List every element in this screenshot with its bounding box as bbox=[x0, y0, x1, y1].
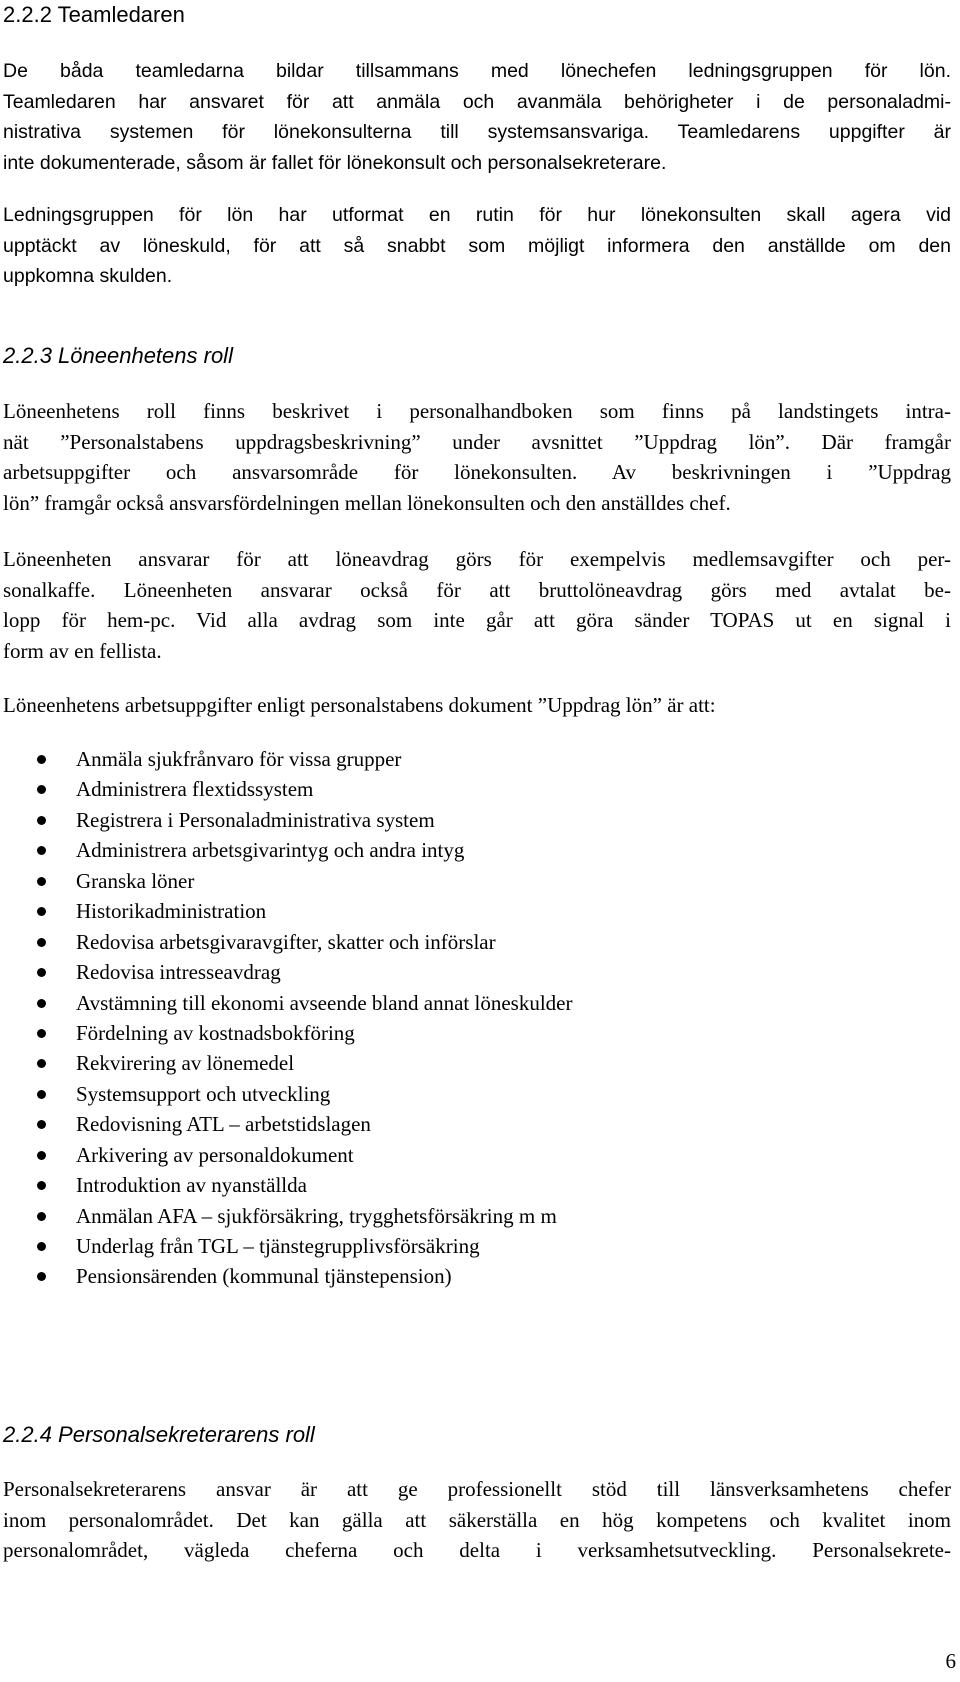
list-item bbox=[0, 866, 573, 896]
paragraph-teamledaren-ansvar bbox=[3, 56, 951, 178]
list-item-text: Historikadministration bbox=[76, 899, 267, 924]
list-item-text: Avstämning till ekonomi avseende bland annat löneskulder bbox=[76, 990, 573, 1015]
text-line: uppkomna skulden. bbox=[3, 265, 173, 287]
bullet-icon bbox=[37, 1272, 46, 1281]
text-line: inom personalområdet. Det kan gälla att säkerställa en hög kompetens och kvalitet inom bbox=[3, 1507, 951, 1532]
text-line: personalområdet, vägleda cheferna och delta i verksamhetsutveckling. Personalsekrete- bbox=[3, 1538, 951, 1562]
list-item-text: Redovisa intresseavdrag bbox=[76, 960, 281, 985]
list-item-text: Arkivering av personaldokument bbox=[76, 1142, 354, 1167]
bullet-icon bbox=[37, 816, 46, 825]
list-item bbox=[0, 744, 573, 774]
list-item bbox=[0, 1170, 573, 1200]
bullet-icon bbox=[37, 785, 46, 794]
list-item bbox=[0, 927, 573, 957]
list-item-text: Fördelning av kostnadsbokföring bbox=[76, 1020, 355, 1045]
bullet-icon bbox=[37, 1212, 46, 1221]
bullet-icon bbox=[37, 999, 46, 1008]
text-line: Löneenhetens arbetsuppgifter enligt personalstabens dokument ”Uppdrag lön” är att: bbox=[3, 693, 716, 717]
paragraph-personalsekreterarens-ansvar bbox=[3, 1474, 951, 1566]
text-line: lön” framgår också ansvarsfördelningen mellan lönekonsulten och den anställdes chef. bbox=[3, 490, 731, 515]
list-item bbox=[0, 805, 573, 835]
page-number: 6 bbox=[945, 1649, 956, 1673]
list-item bbox=[0, 957, 573, 987]
bullet-icon bbox=[37, 1242, 46, 1251]
bullet-icon bbox=[37, 938, 46, 947]
list-item bbox=[0, 988, 573, 1018]
bullet-icon bbox=[37, 907, 46, 916]
paragraph-loneenhetens-roll bbox=[3, 396, 951, 518]
heading-loneenhetens-roll: 2.2.3 Löneenhetens roll bbox=[3, 343, 233, 368]
list-item bbox=[0, 1079, 573, 1109]
bullet-icon bbox=[37, 1120, 46, 1129]
text-line: Löneenheten ansvarar för att löneavdrag görs för exempelvis medlemsavgifter och per- bbox=[3, 547, 951, 571]
bullet-icon bbox=[37, 1059, 46, 1068]
bullet-icon bbox=[37, 877, 46, 886]
list-item bbox=[0, 774, 573, 804]
list-item-text: Administrera arbetsgivarintyg och andra intyg bbox=[76, 838, 465, 863]
text-line: upptäckt av löneskuld, för att så snabbt som möjligt informera den anställde om den bbox=[3, 234, 951, 257]
heading-personalsekreterarens-roll: 2.2.4 Personalsekreterarens roll bbox=[3, 1422, 315, 1447]
bullet-icon bbox=[37, 968, 46, 977]
text-line: nistrativa systemen för lönekonsulterna till systemsansvariga. Teamledarens uppgifter är bbox=[3, 121, 951, 143]
list-item-text: Redovisning ATL – arbetstidslagen bbox=[76, 1112, 371, 1137]
list-item-text: Systemsupport och utveckling bbox=[76, 1081, 331, 1106]
list-item-text: Introduktion av nyanställda bbox=[76, 1173, 307, 1198]
list-item-text: Anmälan AFA – sjukförsäkring, trygghetsförsäkring m m bbox=[76, 1203, 557, 1228]
text-line: arbetsuppgifter och ansvarsområde för lönekonsulten. Av beskrivningen i ”Uppdrag bbox=[3, 460, 951, 484]
text-line: Personalsekreterarens ansvar är att ge professionellt stöd till länsverksamhetens chefer bbox=[3, 1477, 951, 1501]
text-line: nät ”Personalstabens uppdragsbeskrivning” under avsnittet ”Uppdrag lön”. Där framgår bbox=[3, 429, 951, 454]
task-list bbox=[0, 744, 573, 1292]
list-item bbox=[0, 835, 573, 865]
list-item-text: Pensionsärenden (kommunal tjänstepension) bbox=[76, 1264, 452, 1289]
list-item bbox=[0, 1231, 573, 1261]
list-item bbox=[0, 1201, 573, 1231]
list-item bbox=[0, 1261, 573, 1291]
bullet-icon bbox=[37, 1029, 46, 1038]
list-item-text: Anmäla sjukfrånvaro för vissa grupper bbox=[76, 747, 402, 771]
bullet-icon bbox=[37, 1151, 46, 1160]
list-item-text: Rekvirering av lönemedel bbox=[76, 1051, 295, 1076]
paragraph-ledningsgruppen-rutin bbox=[3, 200, 951, 292]
bullet-icon bbox=[37, 755, 46, 764]
text-line: Löneenhetens roll finns beskrivet i personalhandboken som finns på landstingets intra- bbox=[3, 399, 951, 423]
text-line: sonalkaffe. Löneenheten ansvarar också för att bruttolöneavdrag görs med avtalat be- bbox=[3, 577, 951, 602]
list-item-text: Granska löner bbox=[76, 868, 195, 893]
list-item bbox=[0, 1048, 573, 1078]
bullet-icon bbox=[37, 1181, 46, 1190]
text-line: Teamledaren har ansvaret för att anmäla och avanmäla behörigheter i de personaladmi- bbox=[3, 90, 951, 113]
list-item-text: Registrera i Personaladministrativa system bbox=[76, 807, 435, 832]
paragraph-arbetsuppgifter-intro bbox=[3, 690, 951, 721]
text-line: inte dokumenterade, såsom är fallet för lönekonsult och personalsekreterare. bbox=[3, 151, 667, 174]
list-item bbox=[0, 1109, 573, 1139]
list-item bbox=[0, 1018, 573, 1048]
bullet-icon bbox=[37, 1090, 46, 1099]
list-item bbox=[0, 1140, 573, 1170]
paragraph-loneavdrag bbox=[3, 544, 951, 666]
text-line: De båda teamledarna bildar tillsammans med lönechefen ledningsgruppen för lön. bbox=[3, 60, 951, 82]
heading-teamledaren: 2.2.2 Teamledaren bbox=[3, 2, 185, 27]
bullet-icon bbox=[37, 846, 46, 855]
list-item-text: Administrera flextidssystem bbox=[76, 777, 314, 802]
list-item-text: Redovisa arbetsgivaravgifter, skatter och införslar bbox=[76, 929, 496, 954]
text-line: form av en fellista. bbox=[3, 638, 162, 663]
list-item bbox=[0, 896, 573, 926]
text-line: lopp för hem-pc. Vid alla avdrag som inte går att göra sänder TOPAS ut en signal i bbox=[3, 608, 951, 632]
text-line: Ledningsgruppen för lön har utformat en rutin för hur lönekonsulten skall agera vid bbox=[3, 204, 951, 226]
list-item-text: Underlag från TGL – tjänstegrupplivsförsäkring bbox=[76, 1234, 480, 1258]
